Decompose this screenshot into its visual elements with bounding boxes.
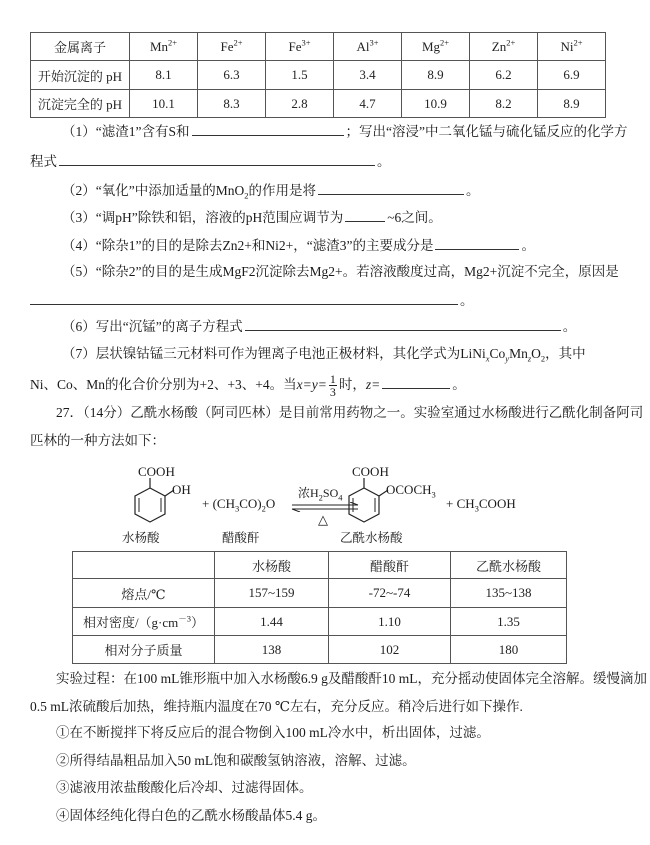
step-text: ③滤液用浓盐酸酸化后冷却、过滤得固体。 [56, 780, 313, 795]
acetic-anhydride-formula: + $(CH_3CO)_2O$ [202, 496, 276, 514]
answer-blank-1a[interactable] [192, 122, 344, 136]
question-1 [62, 122, 627, 141]
table2-cell: 1.44 [215, 608, 329, 636]
table1-row [31, 90, 606, 118]
answer-blank-7[interactable] [382, 375, 450, 389]
properties-table [72, 551, 567, 664]
table2-row-label: 相对分子质量 [73, 636, 215, 664]
question-7-text-b: ，其中 [545, 346, 586, 361]
table1-cell: 10.1 [130, 90, 198, 118]
table1-cell: 2.8 [266, 90, 334, 118]
table2-cell: 102 [329, 636, 451, 664]
table1-cell: 6.2 [470, 61, 538, 90]
table1-header-cell: $Mg^{2+}$ [402, 33, 470, 61]
table1-cell: 8.1 [130, 61, 198, 90]
table2-row-label: 熔点/℃ [73, 579, 215, 608]
heat-condition-icon: △ [318, 512, 328, 527]
question-7-text-d: 时， [338, 377, 366, 392]
period: 。 [460, 293, 474, 308]
table2-header-row [73, 552, 567, 579]
table1-header-label: 金属离子 [31, 33, 130, 61]
procedure-line-2 [30, 698, 523, 716]
subscript: 2 [244, 190, 249, 201]
problem-27-intro [56, 404, 643, 422]
table1-header-row [31, 33, 606, 61]
question-5-cont [30, 291, 474, 310]
question-1-text: （1）“滤渣1”含有S和 [62, 124, 190, 139]
table1-cell: 8.9 [402, 61, 470, 90]
aspirin-label: 乙酰水杨酸 [340, 531, 403, 545]
question-7-text: （7）层状镍钴锰三元材料可作为锂离子电池正极材料，其化学式为LiNi [62, 346, 486, 361]
question-3-text: （3）“调pH”除铁和铝，溶液的pH范围应调节为 [62, 210, 344, 225]
question-6-text: （6）写出“沉锰”的离子方程式 [62, 319, 243, 334]
period: 。 [562, 319, 577, 334]
z-equals: z= [365, 377, 381, 392]
fraction-one-third: $\frac{1}{3}$ [329, 372, 336, 400]
table1-row [31, 61, 606, 90]
catalyst-label: 浓$H_2SO_4$ [298, 486, 343, 503]
metal-ion-ph-table [30, 32, 606, 118]
question-2-text-b: 的作用是将 [248, 183, 316, 198]
table2-cell: 1.10 [329, 608, 451, 636]
table2-cell: 138 [215, 636, 329, 664]
procedure-line-1 [56, 670, 647, 688]
question-1-cont [30, 152, 391, 171]
table2-header-cell: 醋酸酐 [329, 552, 451, 579]
problem-27-intro-cont [30, 432, 165, 450]
answer-blank-1b[interactable] [59, 152, 375, 166]
table1-cell: 6.3 [198, 61, 266, 90]
period: 。 [521, 238, 535, 253]
question-7-cont [30, 370, 466, 400]
answer-blank-4[interactable] [435, 236, 519, 250]
question-7: （7）层状镍钴锰三元材料可作为锂离子电池正极材料，其化学式为$LiNi_xCo_yMn_zO_2$，其中 [62, 346, 586, 364]
equation: x=y= [296, 377, 327, 392]
step-text: ②所得结晶粗品加入50 mL饱和碳酸氢钠溶液，溶解、过滤。 [56, 753, 416, 768]
period: 。 [466, 183, 480, 198]
table2-header-cell: 水杨酸 [215, 552, 329, 579]
table1-row-label: 开始沉淀的 pH [31, 61, 130, 90]
question-2-text: （2）“氧化”中添加适量的MnO [62, 183, 245, 198]
table1-row-label: 沉淀完全的 pH [31, 90, 130, 118]
question-3-text-b: ~6之间。 [387, 210, 442, 225]
answer-blank-6[interactable] [245, 317, 561, 331]
problem-27-line-2: 匹林的一种方法如下： [30, 433, 165, 448]
question-2 [62, 181, 480, 200]
table1-header-cell: $Ni^{2+}$ [538, 33, 606, 61]
question-6 [62, 317, 576, 336]
table2-header-cell: 乙酰水杨酸 [451, 552, 567, 579]
table2-row [73, 579, 567, 608]
answer-blank-2[interactable] [318, 181, 464, 195]
table2-row-label: 相对密度$/(g\cdot cm^{-3})$ [73, 608, 215, 636]
question-7-text-c: Ni、Co、Mn的化合价分别为+2、+3、+4。当 [30, 377, 297, 392]
table1-header-cell: $Al^{3+}$ [334, 33, 402, 61]
procedure-step-4 [56, 807, 326, 825]
table2-row [73, 636, 567, 664]
table2-cell: 157~159 [215, 579, 329, 608]
question-4-text: （4）“除杂1”的目的是除去Zn2+和Ni2+，“滤渣3”的主要成分是 [62, 238, 434, 253]
question-3 [62, 208, 442, 227]
procedure-text-1: 实验过程：在100 mL锥形瓶中加入水杨酸6.9 g及醋酸酐10 mL，充分摇动使固体完全溶解。缓慢滴加 [56, 671, 647, 686]
aspirin-acetoxy: $OCOCH_3$ [386, 482, 436, 500]
salicylic-oh: OH [172, 482, 191, 497]
question-1-text-b: ；写出“溶浸”中二氧化锰与硫化锰反应的化学方 [345, 124, 628, 139]
table1-cell: 8.2 [470, 90, 538, 118]
procedure-step-3 [56, 779, 313, 797]
procedure-step-1 [56, 724, 490, 742]
table1-cell: 4.7 [334, 90, 402, 118]
table2-cell: -72~-74 [329, 579, 451, 608]
step-text: ①在不断搅拌下将反应后的混合物倒入100 mL冷水中，析出固体，过滤。 [56, 725, 490, 740]
procedure-step-2 [56, 752, 416, 770]
table1-header-cell: $Zn^{2+}$ [470, 33, 538, 61]
salicylic-acid-label: 水杨酸 [122, 531, 160, 545]
table2-cell: 1.35 [451, 608, 567, 636]
table1-cell: 8.9 [538, 90, 606, 118]
salicylic-cooh: COOH [138, 464, 175, 479]
table2-header-empty [73, 552, 215, 579]
aspirin-cooh: COOH [352, 464, 389, 479]
acetic-acid-byproduct: + $CH_3COOH$ [446, 496, 516, 514]
period: 。 [377, 154, 391, 169]
table1-cell: 10.9 [402, 90, 470, 118]
problem-27-line-1: 27．（14分）乙酰水杨酸（阿司匹林）是目前常用药物之一。实验室通过水杨酸进行乙酰化制备阿司 [56, 405, 644, 420]
question-5-text: （5）“除杂2”的目的是生成MgF2沉淀除去Mg2+。若溶液酸度过高，Mg2+沉淀不完全，原因是 [62, 264, 619, 279]
period: 。 [452, 377, 466, 392]
table2-cell: 135~138 [451, 579, 567, 608]
table1-cell: 8.3 [198, 90, 266, 118]
answer-blank-3[interactable] [345, 208, 385, 222]
reaction-scheme [120, 462, 540, 547]
table1-cell: 3.4 [334, 61, 402, 90]
table1-header-cell: $Fe^{3+}$ [266, 33, 334, 61]
table1-cell: 6.9 [538, 61, 606, 90]
question-5 [62, 263, 619, 281]
table2-cell: 180 [451, 636, 567, 664]
procedure-text-2: 0.5 mL浓硫酸后加热，维持瓶内温度在70 ℃左右，充分反应。稍冷后进行如下操作. [30, 699, 523, 714]
step-text: ④固体经纯化得白色的乙酰水杨酸晶体5.4 g。 [56, 808, 326, 823]
question-4 [62, 236, 535, 255]
question-1-text-c: 程式 [30, 154, 57, 169]
table1-cell: 1.5 [266, 61, 334, 90]
answer-blank-5[interactable] [30, 291, 458, 305]
acetic-anhydride-label: 醋酸酐 [222, 531, 260, 545]
table1-header-cell: $Fe^{2+}$ [198, 33, 266, 61]
table1-header-cell: $Mn^{2+}$ [130, 33, 198, 61]
table2-row [73, 608, 567, 636]
